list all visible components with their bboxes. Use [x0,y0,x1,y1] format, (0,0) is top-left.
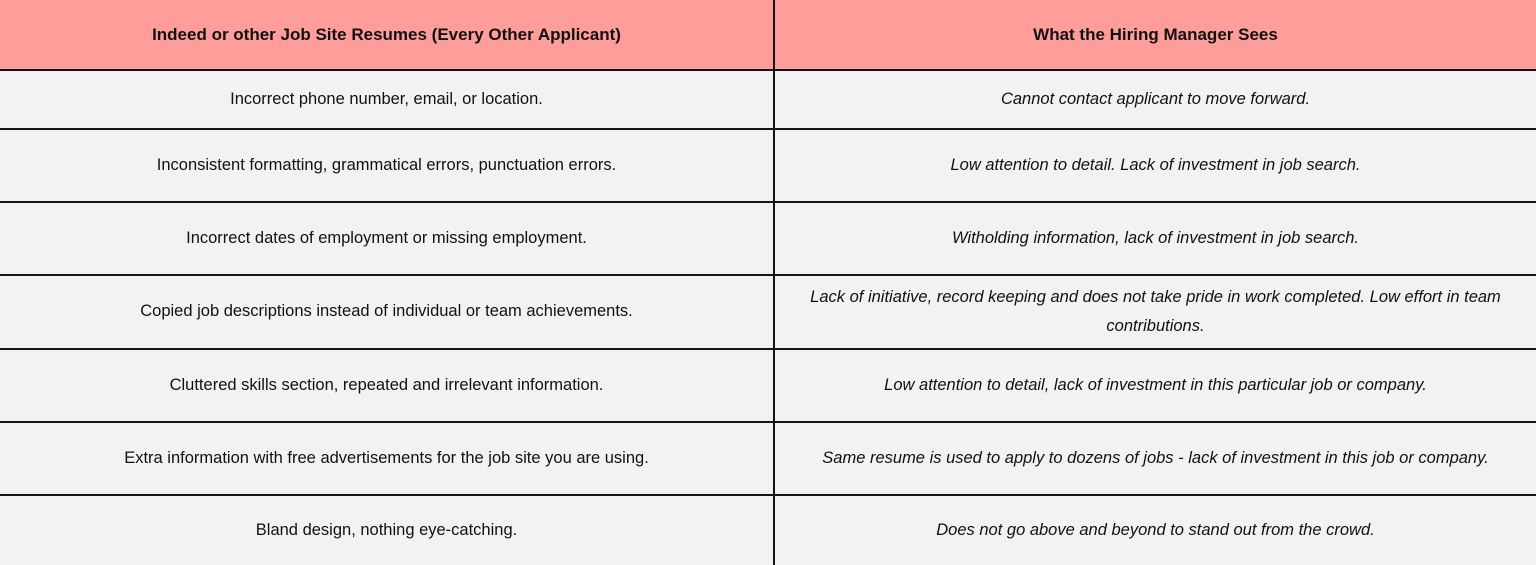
table-row [0,495,1536,565]
resume-issue-cell: Extra information with free advertisements for the job site you are using. [0,422,774,495]
manager-perception-cell: Low attention to detail, lack of investment in this particular job or company. [774,349,1536,422]
header-row [0,0,1536,70]
table-header [0,0,1536,70]
table-row [0,275,1536,348]
manager-perception-cell: Low attention to detail. Lack of investment in job search. [774,129,1536,202]
table-row [0,349,1536,422]
table-row [0,70,1536,129]
resume-issue-cell: Inconsistent formatting, grammatical errors, punctuation errors. [0,129,774,202]
manager-perception-cell: Witholding information, lack of investment in job search. [774,202,1536,275]
table-row [0,422,1536,495]
resume-issue-cell: Incorrect phone number, email, or location. [0,70,774,129]
header-hiring-manager-sees: What the Hiring Manager Sees [774,0,1536,70]
table-row [0,202,1536,275]
resume-issue-cell: Incorrect dates of employment or missing employment. [0,202,774,275]
resume-issue-cell: Copied job descriptions instead of individual or team achievements. [0,275,774,348]
manager-perception-cell: Cannot contact applicant to move forward. [774,70,1536,129]
resume-issue-cell: Bland design, nothing eye-catching. [0,495,774,565]
manager-perception-cell: Same resume is used to apply to dozens of jobs - lack of investment in this job or company. [774,422,1536,495]
manager-perception-cell: Does not go above and beyond to stand out from the crowd. [774,495,1536,565]
table-body [0,70,1536,565]
resume-issue-cell: Cluttered skills section, repeated and irrelevant information. [0,349,774,422]
manager-perception-cell: Lack of initiative, record keeping and does not take pride in work completed. Low effort in team contributions. [774,275,1536,348]
table-row [0,129,1536,202]
header-job-site-resumes: Indeed or other Job Site Resumes (Every Other Applicant) [0,0,774,70]
